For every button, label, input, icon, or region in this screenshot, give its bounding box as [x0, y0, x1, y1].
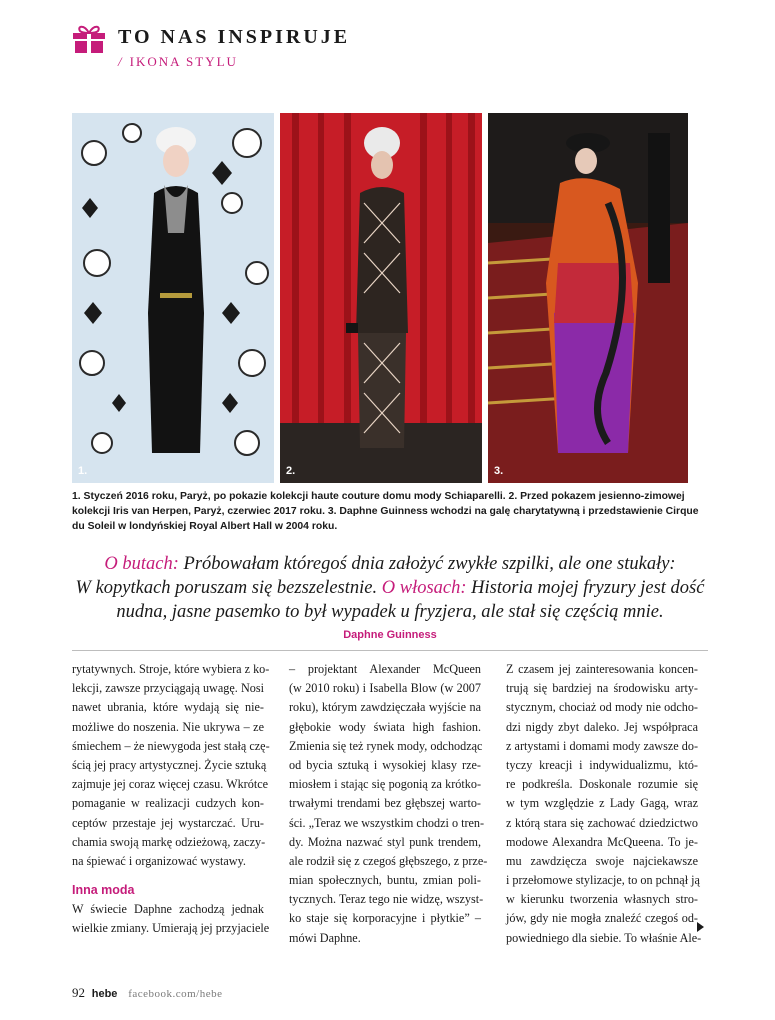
section-subtitle	[118, 54, 238, 70]
body-line: od bycia sztuką i wysokiej klasy rze-	[289, 757, 481, 772]
body-line: jów, gdy nie mogła znaleźć czegoś od-	[506, 911, 698, 926]
photo-3	[488, 113, 688, 483]
body-line: rytatywnych. Stroje, które wybiera z ko-	[72, 662, 270, 676]
gift-icon	[72, 24, 106, 54]
body-line: mu zawdzięcza swoje najciekawsze	[506, 853, 698, 868]
body-line: – projektant Alexander McQueen	[289, 662, 481, 676]
photo-number: 2.	[286, 465, 296, 477]
body-line: ceptów przestaje jej wystarczać. Uru-	[72, 815, 264, 830]
body-line: stycznym, chociaż od mody nie odcho-	[506, 700, 698, 715]
quote-text-3: Historia mojej fryzury jest dość	[466, 578, 705, 598]
body-line: modowe Alexandra McQueena. To je-	[506, 834, 698, 849]
body-line: re podkreśla. Doskonale rozumie się	[506, 777, 698, 792]
body-line: ko staje się korporacyjne i płytkie” –	[289, 911, 481, 926]
photo-2	[280, 113, 482, 483]
body-line: w tym względzie z Lady Gagą, wraz	[506, 796, 698, 811]
body-line: powiedniego dla siebie. To właśnie Ale-	[506, 930, 702, 945]
subtitle-slash: /	[118, 54, 124, 69]
body-line: miosłem i stając się pogonią za krótko-	[289, 777, 481, 792]
body-line: roku), którym zawdzięczała wyjście na	[289, 700, 481, 715]
body-line: w kierunku tworzenia własnych stro-	[506, 892, 698, 907]
body-line: W świecie Daphne zachodzą jednak	[72, 902, 264, 917]
body-line: tyczy kreacji i indywidualizmu, któ-	[506, 757, 698, 772]
body-line: zajmuje jej coraz więcej czasu. Wkrótce	[72, 777, 269, 792]
photo-wall-butterflies-icon	[72, 113, 274, 483]
body-line: chamia swoją markę odzieżową, zaczy-	[72, 834, 266, 849]
page-number: 92	[72, 985, 85, 1000]
body-line: Z czasem jej zainteresowania koncen-	[506, 662, 698, 676]
brand-logo: hebe	[91, 988, 118, 1000]
body-line: i przełomowe stylizacje, to on pchnął ją	[506, 873, 700, 888]
body-line: na śpiewać i organizować wystawy.	[72, 853, 246, 868]
divider	[72, 650, 708, 651]
photo-number: 3.	[494, 465, 504, 477]
body-line: ścią jej pracy artystycznej. Życie sztuką	[72, 757, 267, 772]
body-line: lekcji, zawsze przyciągają uwagę. Nosi	[72, 681, 264, 696]
quote-text-4: nudna, jasne pasemko to był wypadek u fryzjera, ale stał się częścią mnie.	[116, 602, 664, 622]
body-line: Zmienia się też rynek mody, odchodząc	[289, 738, 483, 753]
body-line: możliwe do noszenia. Nie ukrywa – ze	[72, 719, 264, 734]
body-line: z artystami i domami mody zawsze do-	[506, 738, 698, 753]
body-line: trwałymi trendami bez głębszej warto-	[289, 796, 481, 811]
footer-website: facebook.com/hebe	[128, 988, 223, 1000]
body-line: mian społecznych, buntu, zmian poli-	[289, 873, 481, 888]
pull-quote	[72, 552, 708, 624]
body-line: nawet ubrania, które wydają się nie-	[72, 700, 264, 715]
photo-number: 1.	[78, 465, 88, 477]
quote-label-shoes: O butach:	[104, 554, 179, 574]
quote-label-hair: O włosach:	[377, 578, 467, 598]
body-line: dy. Można nazwać styl punk trendem,	[289, 834, 481, 849]
body-line: dzi nigdy zbyt daleko. Jej współpraca	[506, 719, 698, 734]
quote-author: Daphne Guinness	[343, 629, 437, 641]
subheading: Inna moda	[72, 883, 135, 898]
text-column-1	[72, 660, 270, 939]
body-line: mówi Daphne.	[289, 930, 361, 945]
section-title: TO NAS INSPIRUJE	[118, 26, 351, 48]
text-column-2	[289, 660, 488, 948]
body-line: tycznych. Teraz tego nie widzę, wszyst-	[289, 892, 484, 907]
body-line: ści. „Teraz we wszystkim chodzi o tren-	[289, 815, 485, 830]
body-line: śmiechem – że niewygoda jest stałą czę-	[72, 738, 270, 753]
photo-red-carpet-icon	[488, 113, 688, 483]
quote-text-2: W kopytkach poruszam się bezszelestnie.	[75, 578, 378, 598]
quote-text-1: Próbowałam któregoś dnia założyć zwykłe szpilki, ale one stukały:	[178, 554, 676, 574]
photo-1	[72, 113, 274, 483]
subtitle-text: IKONA STYLU	[129, 54, 238, 69]
body-line: ale rodził się z czegoś głębszego, z prze-	[289, 853, 488, 868]
body-line: (w 2010 roku) i Isabella Blow (w 2007	[289, 681, 481, 696]
body-line: trują się bardziej na środowisku arty-	[506, 681, 698, 696]
body-line: z którą stara się zachować dziedzictwo	[506, 815, 698, 830]
photo-caption: 1. Styczeń 2016 roku, Paryż, po pokazie kolekcji haute couture domu mody Schiaparelli. 2. Przed pokazem jesienno-zimowej kolekcji Iris van Herpen, Paryż, czerwiec 2017 roku. 3. Daphne Guinness wchodzi na galę charytatywną i przedstawienie Cirque du Soleil w londyńskiej Royal Albert Hall w 2004 roku.	[72, 491, 699, 532]
body-line: pomaganie w realizacji cudzych kon-	[72, 796, 264, 811]
body-line: wielkie zmiany. Umierają jej przyjaciele	[72, 921, 270, 936]
page-footer	[72, 985, 223, 1001]
photo-red-curtain-icon	[280, 113, 482, 483]
body-line: głębokie wody świata high fashion.	[289, 719, 481, 734]
continue-arrow-icon	[697, 922, 704, 932]
text-column-3	[506, 660, 702, 948]
